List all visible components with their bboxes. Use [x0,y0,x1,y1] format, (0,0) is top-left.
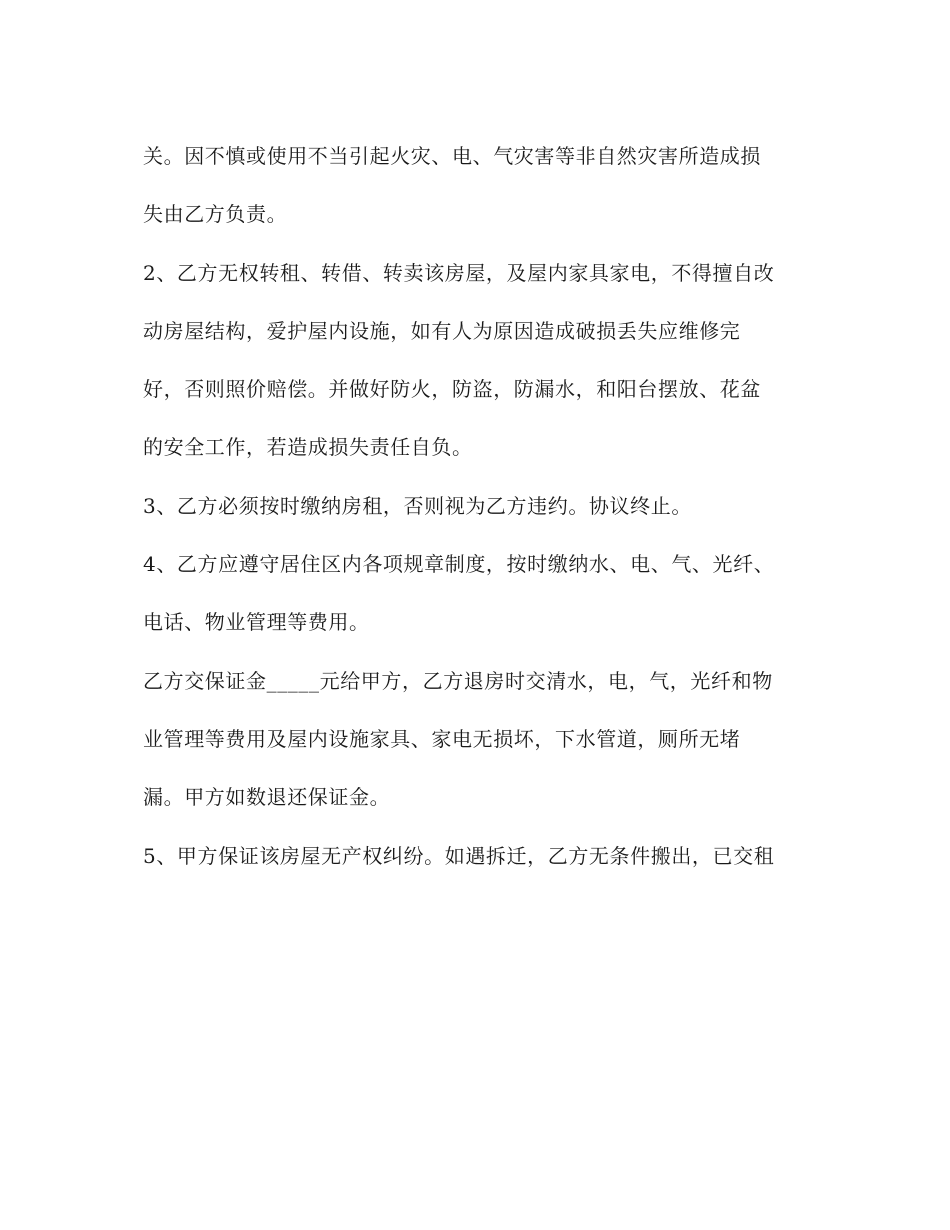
text-line-13: 5、甲方保证该房屋无产权纠纷。如遇拆迁，乙方无条件搬出，已交租 [143,843,775,868]
document-body [143,133,823,891]
text-line-9: 电话、物业管理等费用。 [143,610,370,635]
text-line-4: 动房屋结构，爱护屋内设施，如有人为原因造成破损丢失应维修完 [143,318,741,343]
text-line-5: 好，否则照价赔偿。并做好防火，防盗，防漏水，和阳台摆放、花盆 [143,377,761,402]
text-line-12: 漏。甲方如数退还保证金。 [143,785,391,810]
text-line-8: 4、乙方应遵守居住区内各项规章制度，按时缴纳水、电、气、光纤、 [143,552,775,577]
text-line-10: 乙方交保证金_____元给甲方，乙方退房时交清水，电，气，光纤和物 [143,668,773,693]
text-line-2: 失由乙方负责。 [143,202,288,227]
text-line-1: 关。因不慎或使用不当引起火灾、电、气灾害等非自然灾害所造成损 [143,144,761,168]
text-line-3: 2、乙方无权转租、转借、转卖该房屋，及屋内家具家电，不得擅自改 [143,260,775,285]
text-line-11: 业管理等费用及屋内设施家具、家电无损坏，下水管道，厕所无堵 [143,726,741,751]
text-line-7: 3、乙方必须按时缴纳房租，否则视为乙方违约。协议终止。 [143,493,692,518]
text-line-6: 的安全工作，若造成损失责任自负。 [143,435,473,460]
